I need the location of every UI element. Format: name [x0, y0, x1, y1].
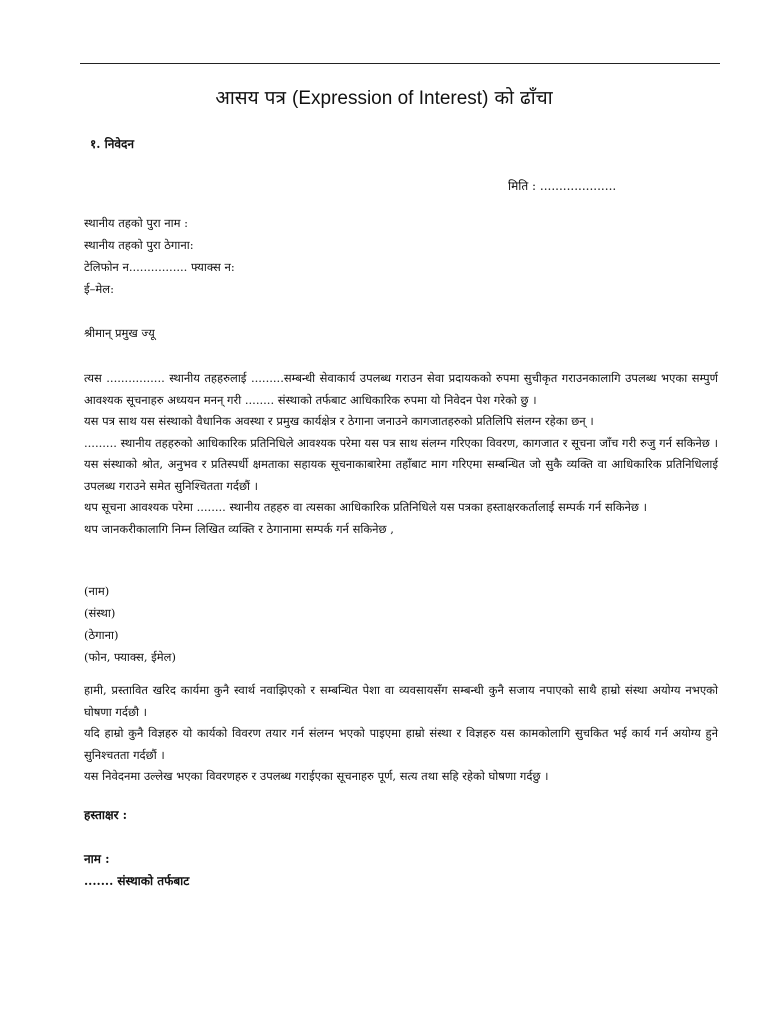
paragraph: ......... स्थानीय तहहरुको आधिकारिक प्रतिनिधिले आवश्यक परेमा यस पत्र साथ संलग्न गरिएका विवरण, कागजात र सूचना जाँच गरी रुजु गर्न सकिनेछ । यस संस्थाको श्रोत, अनुभव र प्रतिस्पर्धी क्षमताका सहायक सूचनाकाबारेमा तहाँबाट माग गरिएमा सम्बन्धित जो सुकै व्यक्ति वा आधिकारिक प्रतिनिधिलाई उपलब्ध गराउने समेत सुनिश्चितता गर्दछौं ।	[84, 435, 718, 493]
title-prefix: आसय पत्र	[215, 87, 286, 109]
section-heading: १. निवेदन	[90, 137, 135, 151]
contact-line: (ठेगाना)	[84, 628, 119, 642]
declaration: यस निवेदनमा उल्लेख भएका विवरणहरु र उपलब्ध गराईएका सूचनाहरु पूर्ण, सत्य तथा सहि रहेको घोषणा गर्दछु ।	[84, 769, 549, 783]
paragraph: त्यस ................ स्थानीय तहहरुलाई .........सम्बन्धी सेवाकार्य उपलब्ध गराउन सेवा प्रदायकको रुपमा सुचीकृत गराउनकालागि उपलब्ध भएका सम्पुर्ण आवश्यक सूचनाहरु अध्ययन मनन् गरी ........ संस्थाको तर्फबाट आधिकारिक रुपमा यो निवेदन पेश गरेको छु ।	[84, 371, 718, 407]
address-line: ई–मेल:	[84, 282, 114, 296]
address-line: टेलिफोन न................ फ्याक्स न:	[84, 260, 235, 274]
body-paragraphs	[84, 368, 718, 540]
title-suffix: को ढाँचा	[494, 87, 553, 109]
paragraph: यस पत्र साथ यस संस्थाको वैधानिक अवस्था र प्रमुख कार्यक्षेत्र र ठेगाना जनाउने कागजातहरुको प्रतिलिपि संलग्न रहेका छन् ।	[84, 414, 594, 428]
address-line: स्थानीय तहको पुरा ठेगाना:	[84, 238, 194, 252]
contact-line: (नाम)	[84, 584, 110, 598]
paragraph: थप सूचना आवश्यक परेमा ........ स्थानीय तहहरु वा त्यसका आधिकारिक प्रतिनिधिले यस पत्रका हस्ताक्षरकर्तालाई सम्पर्क गर्न सकिनेछ ।	[84, 500, 647, 514]
title-latin: (Expression of Interest)	[292, 88, 489, 109]
contact-block	[84, 580, 176, 668]
salutation-text: श्रीमान् प्रमुख ज्यू	[84, 326, 155, 340]
org-label: ....... संस्थाको तर्फबाट	[84, 874, 190, 888]
declaration: यदि हाम्रो कुनै विज्ञहरु यो कार्यको विवरण तयार गर्न संलग्न भएको पाइएमा हाम्रो संस्था र विज्ञहरु यस कामकोलागि सुचकित भई कार्य गर्न अयोग्य हुने सुनिश्चतता गर्दछौं ।	[84, 726, 718, 762]
signature-label: हस्ताक्षर :	[84, 808, 128, 822]
address-block	[84, 212, 235, 300]
contact-line: (संस्था)	[84, 606, 116, 620]
address-line: स्थानीय तहको पुरा नाम :	[84, 216, 189, 230]
document-title	[0, 84, 768, 110]
declaration: हामी, प्रस्तावित खरिद कार्यमा कुनै स्वार्थ नवाझिएको र सम्बन्धित पेशा वा व्यवसायसँग सम्बन्धी कुनै सजाय नपाएको साथै हाम्रो संस्था अयोग्य नभएको घोषणा गर्दछौ ।	[84, 683, 718, 719]
top-rule	[80, 63, 720, 64]
date-line: मिति : ....................	[508, 179, 617, 193]
paragraph: थप जानकरीकालागि निम्न लिखित व्यक्ति र ठेगानामा सम्पर्क गर्न सकिनेछ ,	[84, 521, 394, 536]
declarations	[84, 680, 718, 788]
name-label: नाम :	[84, 852, 110, 866]
salutation	[84, 322, 155, 344]
contact-line: (फोन, फ्याक्स, ईमेल)	[84, 650, 176, 664]
